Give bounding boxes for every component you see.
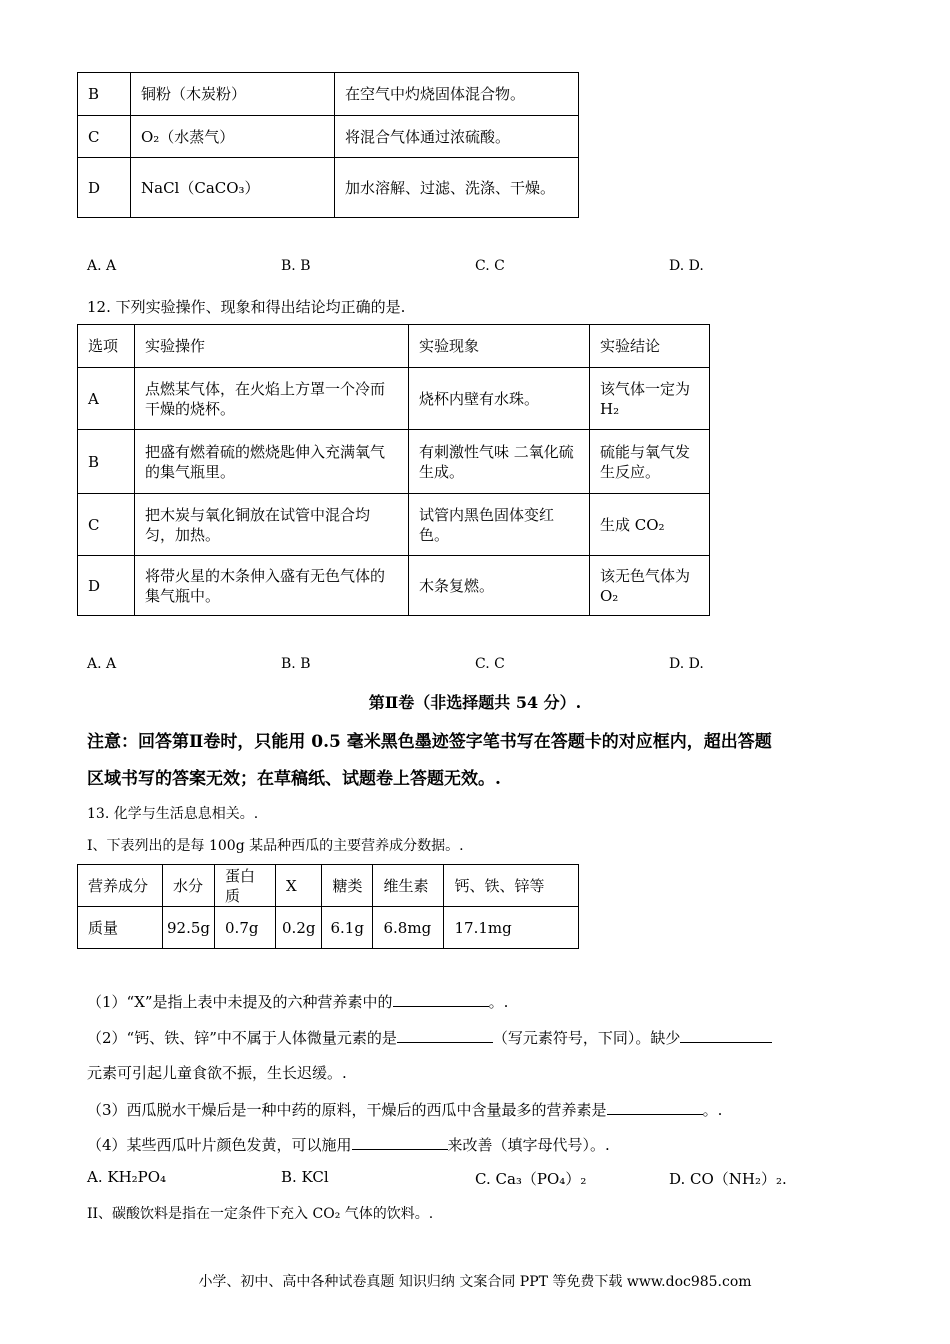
- q11-option-a: A. A: [87, 258, 117, 274]
- header-cell: 实验操作: [135, 325, 409, 368]
- header-cell: 选项: [78, 325, 135, 368]
- value-cell: 92.5g: [163, 907, 215, 949]
- table-row: [78, 368, 710, 430]
- q12-option-c: C. C: [475, 656, 505, 672]
- sub3-text: （3）西瓜脱水干燥后是一种中药的原料，干燥后的西瓜中含量最多的营养素是: [87, 1101, 607, 1119]
- q12-stem: 12. 下列实验操作、现象和得出结论均正确的是.: [87, 298, 406, 316]
- q13-stem: 13. 化学与生活息息相关。.: [87, 806, 259, 822]
- header-cell: 钙、铁、锌等: [444, 865, 579, 907]
- q13-part1: I、下表列出的是每 100g 某品种西瓜的主要营养成分数据。.: [87, 838, 464, 854]
- value-cell: 0.2g: [276, 907, 322, 949]
- header-cell: 蛋白质: [215, 865, 276, 907]
- phenomenon-cell: 木条复燃。: [409, 556, 590, 616]
- option-cell: C: [78, 116, 131, 158]
- answer-blank[interactable]: [680, 1026, 772, 1043]
- operation-cell: 点燃某气体，在火焰上方罩一个冷而干燥的烧杯。: [135, 368, 409, 430]
- value-cell: 0.7g: [215, 907, 276, 949]
- q11-option-b: B. B: [281, 258, 311, 274]
- table-row: [78, 907, 579, 949]
- option-cell: C: [78, 494, 135, 556]
- q13-sub3: [87, 1098, 722, 1120]
- option-cell: D: [78, 158, 131, 218]
- conclusion-cell: 硫能与氧气发生反应。: [590, 430, 710, 494]
- notice-line-2: 区域书写的答案无效；在草稿纸、试题卷上答题无效。.: [87, 769, 501, 789]
- q13-sub4: [87, 1133, 610, 1155]
- sub1-end: 。.: [488, 993, 509, 1011]
- fert-option-b: B. KCl: [281, 1168, 329, 1186]
- q13-sub2-cont: 元素可引起儿童食欲不振，生长迟缓。.: [87, 1064, 347, 1082]
- method-cell: 在空气中灼烧固体混合物。: [335, 73, 579, 116]
- table-row: [78, 116, 579, 158]
- header-cell: X: [276, 865, 322, 907]
- method-cell: 加水溶解、过滤、洗涤、干燥。: [335, 158, 579, 218]
- header-cell: 维生素: [373, 865, 444, 907]
- notice-line-1: 注意：回答第Ⅱ卷时，只能用 0.5 毫米黑色墨迹签字笔书写在答题卡的对应框内，超出答题: [87, 732, 772, 752]
- value-cell: 6.1g: [322, 907, 373, 949]
- option-cell: B: [78, 73, 131, 116]
- sub2-mid: （写元素符号，下同）。缺少: [492, 1029, 681, 1047]
- phenomenon-cell: 烧杯内壁有水珠。: [409, 368, 590, 430]
- header-cell: 水分: [163, 865, 215, 907]
- q12-option-a: A. A: [87, 656, 117, 672]
- header-cell: 糖类: [322, 865, 373, 907]
- section-title: 第Ⅱ卷（非选择题共 54 分）.: [368, 693, 582, 712]
- value-cell: 6.8mg: [373, 907, 444, 949]
- header-cell: 实验现象: [409, 325, 590, 368]
- sub3-end: 。.: [702, 1101, 723, 1119]
- fert-option-c: C. Ca₃（PO₄）₂: [475, 1170, 587, 1188]
- table-row: [78, 73, 579, 116]
- value-cell: 质量: [78, 907, 163, 949]
- option-cell: B: [78, 430, 135, 494]
- substance-cell: NaCl（CaCO₃）: [131, 158, 335, 218]
- substance-cell: 铜粉（木炭粉）: [131, 73, 335, 116]
- option-cell: A: [78, 368, 135, 430]
- header-cell: 营养成分: [78, 865, 163, 907]
- q11-table: [77, 72, 579, 218]
- option-cell: D: [78, 556, 135, 616]
- answer-blank[interactable]: [393, 990, 489, 1007]
- nutrition-table: [77, 864, 579, 949]
- q12-table: [77, 324, 710, 616]
- sub1-text: （1）“X”是指上表中未提及的六种营养素中的: [87, 993, 393, 1011]
- table-header-row: [78, 325, 710, 368]
- table-row: [78, 494, 710, 556]
- table-row: [78, 430, 710, 494]
- phenomenon-cell: 有刺激性气味 二氧化硫生成。: [409, 430, 590, 494]
- q13-sub1: [87, 990, 508, 1012]
- q11-option-d: D. D.: [669, 258, 704, 274]
- fert-option-d: D. CO（NH₂）₂.: [669, 1170, 787, 1188]
- q12-option-b: B. B: [281, 656, 311, 672]
- answer-blank[interactable]: [352, 1133, 448, 1150]
- q13-part2: II、碳酸饮料是指在一定条件下充入 CO₂ 气体的饮料。.: [87, 1206, 434, 1222]
- page-footer: 小学、初中、高中各种试卷真题 知识归纳 文案合同 PPT 等免费下载 www.doc985.com: [198, 1274, 752, 1290]
- answer-blank[interactable]: [397, 1026, 493, 1043]
- table-row: [78, 556, 710, 616]
- sub2-text: （2）“钙、铁、锌”中不属于人体微量元素的是: [87, 1029, 397, 1047]
- sub4-end: 来改善（填字母代号）。.: [447, 1136, 610, 1154]
- operation-cell: 把木炭与氧化铜放在试管中混合均匀，加热。: [135, 494, 409, 556]
- conclusion-cell: 该气体一定为H₂: [590, 368, 710, 430]
- q13-sub2: [87, 1026, 772, 1048]
- q11-option-c: C. C: [475, 258, 505, 274]
- conclusion-cell: 该无色气体为O₂: [590, 556, 710, 616]
- q12-option-d: D. D.: [669, 656, 704, 672]
- table-row: [78, 158, 579, 218]
- fert-option-a: A. KH₂PO₄: [87, 1168, 167, 1186]
- operation-cell: 把盛有燃着硫的燃烧匙伸入充满氧气的集气瓶里。: [135, 430, 409, 494]
- operation-cell: 将带火星的木条伸入盛有无色气体的集气瓶中。: [135, 556, 409, 616]
- value-cell: 17.1mg: [444, 907, 579, 949]
- sub4-text: （4）某些西瓜叶片颜色发黄，可以施用: [87, 1136, 352, 1154]
- answer-blank[interactable]: [607, 1098, 703, 1115]
- header-cell: 实验结论: [590, 325, 710, 368]
- phenomenon-cell: 试管内黑色固体变红色。: [409, 494, 590, 556]
- substance-cell: O₂（水蒸气）: [131, 116, 335, 158]
- conclusion-cell: 生成 CO₂: [590, 494, 710, 556]
- table-header-row: [78, 865, 579, 907]
- method-cell: 将混合气体通过浓硫酸。: [335, 116, 579, 158]
